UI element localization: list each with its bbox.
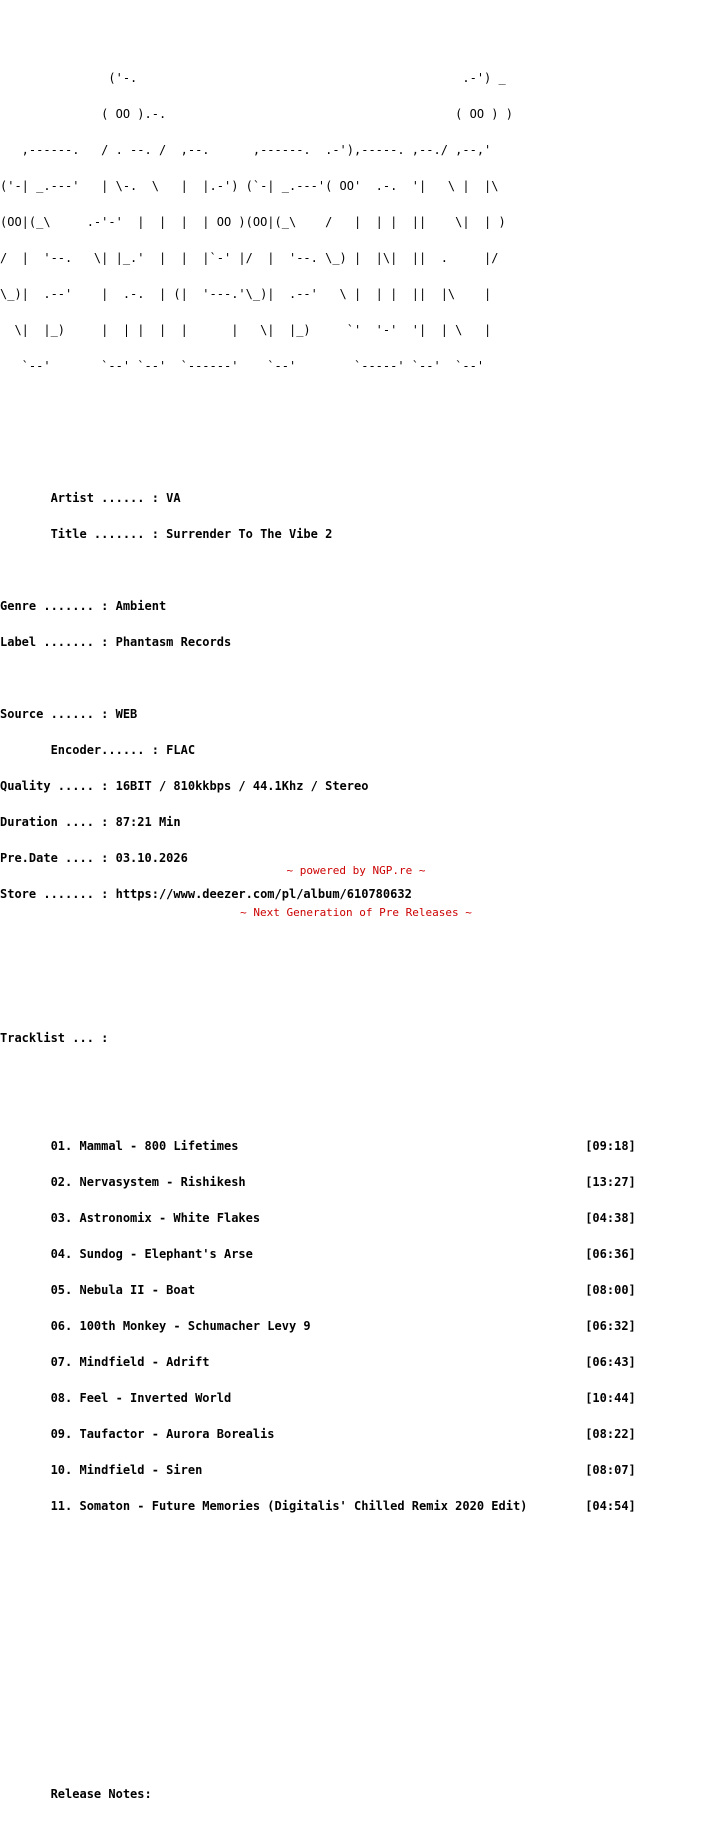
logo-line: `--' `--' `--' `------' `--' `-----' `--' `--' — [0, 359, 485, 373]
logo-line: ,------. / . --. / ,--. ,------. .-'),-----. ,--./ ,--,' — [0, 143, 492, 157]
genre-line: Genre ....... : Ambient — [0, 599, 167, 613]
track-row: 08. Feel - Inverted World [10:44] — [0, 1391, 636, 1405]
logo-line: / | '--. \| |_.' | | |`-' |/ | '--. \_) | |\| || . |/ — [0, 251, 499, 265]
ascii-logo — [0, 24, 712, 396]
blank-line — [0, 1644, 712, 1656]
track-row: 10. Mindfield - Siren [08:07] — [0, 1463, 636, 1477]
tracklist-heading: Tracklist ... : — [0, 1031, 109, 1045]
track-row: 03. Astronomix - White Flakes [04:38] — [0, 1211, 636, 1225]
title-line: Title ....... : Surrender To The Vibe 2 — [0, 527, 333, 541]
footer — [0, 836, 712, 934]
blank-line — [0, 1536, 712, 1548]
encoder-line: Encoder...... : FLAC — [0, 743, 196, 757]
track-row: 05. Nebula II - Boat [08:00] — [0, 1283, 636, 1297]
blank-line — [0, 1572, 712, 1584]
blank-line — [0, 1716, 712, 1728]
logo-line: ( OO ).-. ( OO ) ) — [0, 107, 513, 121]
track-row: 07. Mindfield - Adrift [06:43] — [0, 1355, 636, 1369]
blank-line — [0, 1680, 712, 1692]
blank-line — [0, 996, 712, 1008]
track-row: 02. Nervasystem - Rishikesh [13:27] — [0, 1175, 636, 1189]
footer-powered-by[interactable]: ~ powered by NGP.re ~ — [286, 864, 426, 877]
logo-line: \| |_) | | | | | | \| |_) `' '-' '| | \ | — [0, 323, 492, 337]
blank-line — [0, 564, 712, 576]
footer-tagline[interactable]: ~ Next Generation of Pre Releases ~ — [240, 906, 472, 919]
logo-line: ('-| _.---' | \-. \ | |.-') (`-| _.---'( OO' .-. '| \ | |\ — [0, 179, 499, 193]
quality-line: Quality ..... : 16BIT / 810kkbps / 44.1Khz / Stereo — [0, 779, 369, 793]
blank-line — [0, 1104, 712, 1116]
track-row: 09. Taufactor - Aurora Borealis [08:22] — [0, 1427, 636, 1441]
logo-line: (OO|(_\ .-'-' | | | | OO )(OO|(_\ / | | | || \| | ) — [0, 215, 506, 229]
artist-line: Artist ...... : VA — [0, 491, 181, 505]
duration-line: Duration .... : 87:21 Min — [0, 815, 181, 829]
logo-line: ('-. .-') _ — [0, 71, 506, 85]
blank-line — [0, 1608, 712, 1620]
predate-line: Pre.Date .... : 03.10.2026 — [0, 851, 188, 865]
track-row: 04. Sundog - Elephant's Arse [06:36] — [0, 1247, 636, 1261]
track-row: 06. 100th Monkey - Schumacher Levy 9 [06:32] — [0, 1319, 636, 1333]
release-info — [0, 468, 712, 1824]
release-notes-heading: Release Notes: — [0, 1787, 152, 1801]
blank-line — [0, 1752, 712, 1764]
blank-line — [0, 1068, 712, 1080]
label-line: Label ....... : Phantasm Records — [0, 635, 232, 649]
logo-line: \_)| .--' | .-. | (| '---.'\_)| .--' \ | | | || |\ | — [0, 287, 492, 301]
track-row: 11. Somaton - Future Memories (Digitalis' Chilled Remix 2020 Edit) [04:54] — [0, 1499, 636, 1513]
store-line: Store ....... : https://www.deezer.com/pl/album/610780632 — [0, 887, 412, 901]
source-line: Source ...... : WEB — [0, 707, 138, 721]
blank-line — [0, 672, 712, 684]
blank-line — [0, 960, 712, 972]
track-row: 01. Mammal - 800 Lifetimes [09:18] — [0, 1139, 636, 1153]
